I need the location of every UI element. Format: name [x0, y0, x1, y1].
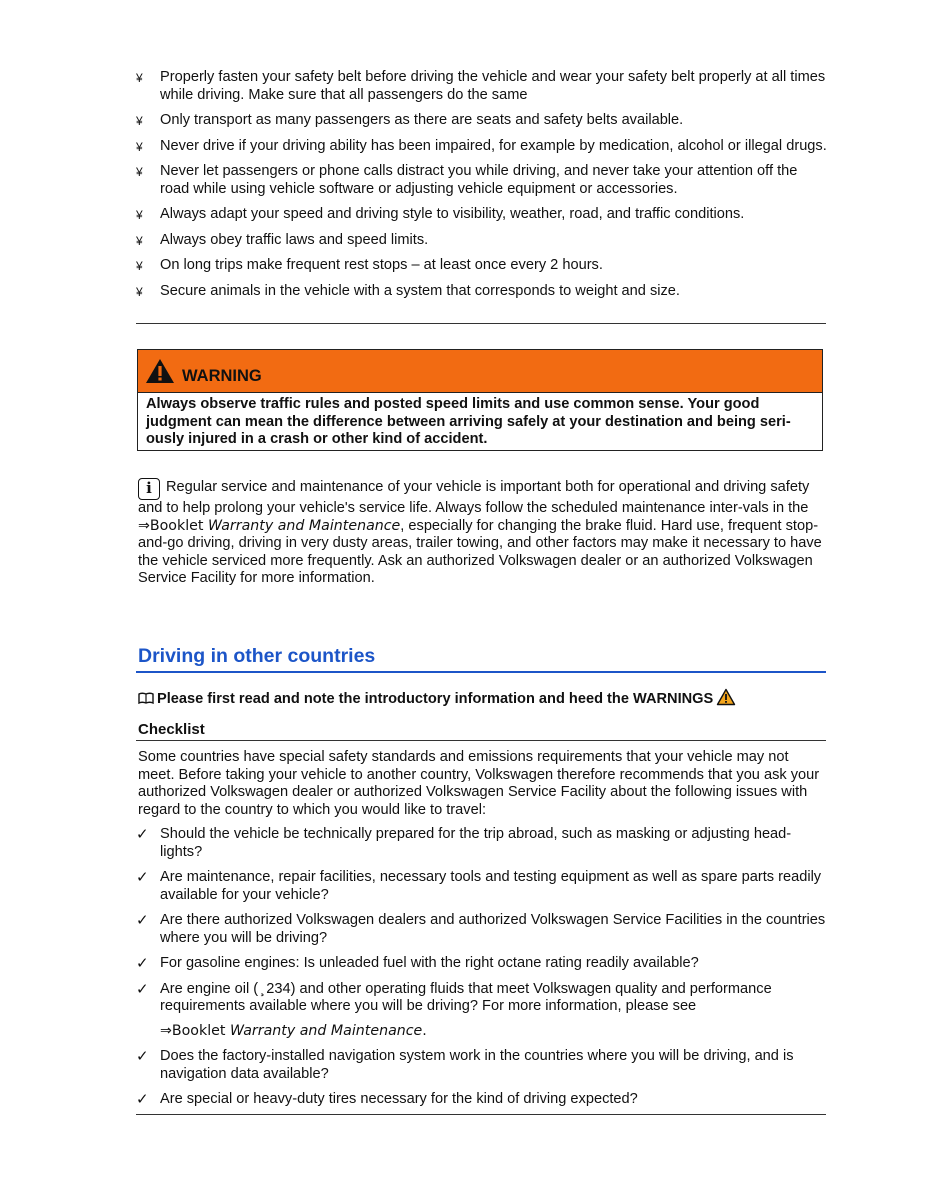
list-item: ¥ Only transport as many passengers as there are seats and safety belts available. — [136, 112, 828, 130]
checklist-item: ✓ Are special or heavy-duty tires necessary for the kind of driving expected? — [136, 1091, 638, 1108]
warning-header — [138, 350, 822, 393]
booklet-reference: ⇒Booklet Warranty and Maintenance. — [160, 1022, 427, 1039]
section-title: Driving in other countries — [138, 645, 376, 667]
bullet-icon: ¥ — [136, 114, 143, 128]
list-item: ¥ Never drive if your driving ability has been impaired, for example by medication, alcohol or illegal drugs. — [136, 138, 828, 156]
checklist-item: ✓ Are there authorized Volkswagen dealers and authorized Volkswagen Service Facilities in the countries where you will be driving? — [136, 912, 826, 946]
safety-list — [136, 69, 828, 308]
checkmark-icon: ✓ — [136, 1091, 149, 1108]
checklist-item: ✓ Should the vehicle be technically prepared for the trip abroad, such as masking or adjusting head-lights? — [136, 826, 792, 860]
checklist-item: ✓ For gasoline engines: Is unleaded fuel with the right octane rating readily available? — [136, 955, 699, 972]
section-divider — [136, 671, 826, 673]
list-item: ¥ Always adapt your speed and driving style to visibility, weather, road, and traffic conditions. — [136, 206, 828, 224]
bullet-icon: ¥ — [136, 208, 143, 222]
bullet-icon: ¥ — [136, 259, 143, 273]
bullet-icon: ¥ — [136, 165, 143, 179]
checklist-item: ✓ Does the factory-installed navigation system work in the countries where you will be driving, and is navigation data available? — [136, 1048, 794, 1082]
bullet-icon: ¥ — [136, 139, 143, 154]
checkmark-icon: ✓ — [136, 869, 149, 886]
bullet-icon: ¥ — [136, 71, 143, 85]
booklet-reference: ⇒Booklet Warranty and Maintenance — [138, 517, 401, 534]
list-item: ¥ On long trips make frequent rest stops – at least once every 2 hours. — [136, 257, 828, 275]
checkmark-icon: ✓ — [136, 912, 149, 929]
checkmark-icon: ✓ — [136, 1048, 149, 1065]
warning-box — [137, 349, 823, 451]
info-note: i Regular service and maintenance of your vehicle is important both for operational and driving safety and to help prolong your vehicle's service life. Always follow the scheduled maintenance inter-vals in the ⇒Booklet Warranty and Maintenance, especially for changing the brake fluid. Hard use, frequent stop-and-go driving, driving in very dusty areas, trailer towing, and other factors may make it necessary to have the vehicle serviced more frequently. Ask an authorized Volkswagen dealer or an authorized Volkswagen Service Facility for more information. — [138, 479, 822, 586]
list-item: ¥ Properly fasten your safety belt before driving the vehicle and wear your safety belt properly at all times while driving. Make sure that all passengers do the same — [136, 69, 826, 103]
warning-triangle-icon — [145, 358, 175, 384]
checklist-heading: Checklist — [138, 721, 205, 738]
list-item: ¥ Always obey traffic laws and speed limits. — [136, 232, 828, 250]
warning-text: Always observe traffic rules and posted speed limits and use common sense. Your good judgment can mean the difference between arriving safely at your destination and being seri-ously injured in a crash or other kind of accident. — [146, 396, 791, 447]
divider — [136, 1114, 826, 1115]
checklist-item: ✓ Are maintenance, repair facilities, necessary tools and testing equipment as well as spare parts readily available for your vehicle? — [136, 869, 822, 903]
intro-line: Please first read and note the introductory information and heed the WARNINGS — [138, 688, 736, 707]
checklist-intro: Some countries have special safety standards and emissions requirements that your vehicle may not meet. Before taking your vehicle to another country, Volkswagen therefore recommends that you ask your authorized Volkswagen dealer or authorized Volkswagen Service Facility about the following issues with regard to the country to which you would like to travel: — [138, 749, 820, 818]
warning-triangle-icon — [716, 688, 736, 706]
checkmark-icon: ✓ — [136, 826, 149, 843]
checkmark-icon: ✓ — [136, 980, 149, 998]
checklist-item: ✓ Are engine oil ( ̧ 234) and other operating fluids that meet Volkswagen quality and performance requirements available where you will be driving? For more information, please see ⇒Booklet Warranty and Maintenance. — [136, 980, 772, 1039]
list-item: ¥ Never let passengers or phone calls distract you while driving, and never take your attention off the road while using vehicle software or adjusting vehicle equipment or accessories. — [136, 163, 798, 197]
bullet-icon: ¥ — [136, 233, 143, 248]
info-icon: i — [138, 478, 160, 500]
checklist — [136, 826, 828, 1117]
list-item: ¥ Secure animals in the vehicle with a system that corresponds to weight and size. — [136, 283, 828, 301]
divider — [136, 740, 826, 741]
warning-title: WARNING — [182, 367, 262, 385]
checkmark-icon: ✓ — [136, 955, 149, 972]
bullet-icon: ¥ — [136, 284, 143, 299]
divider — [136, 323, 826, 324]
book-icon — [138, 692, 154, 704]
